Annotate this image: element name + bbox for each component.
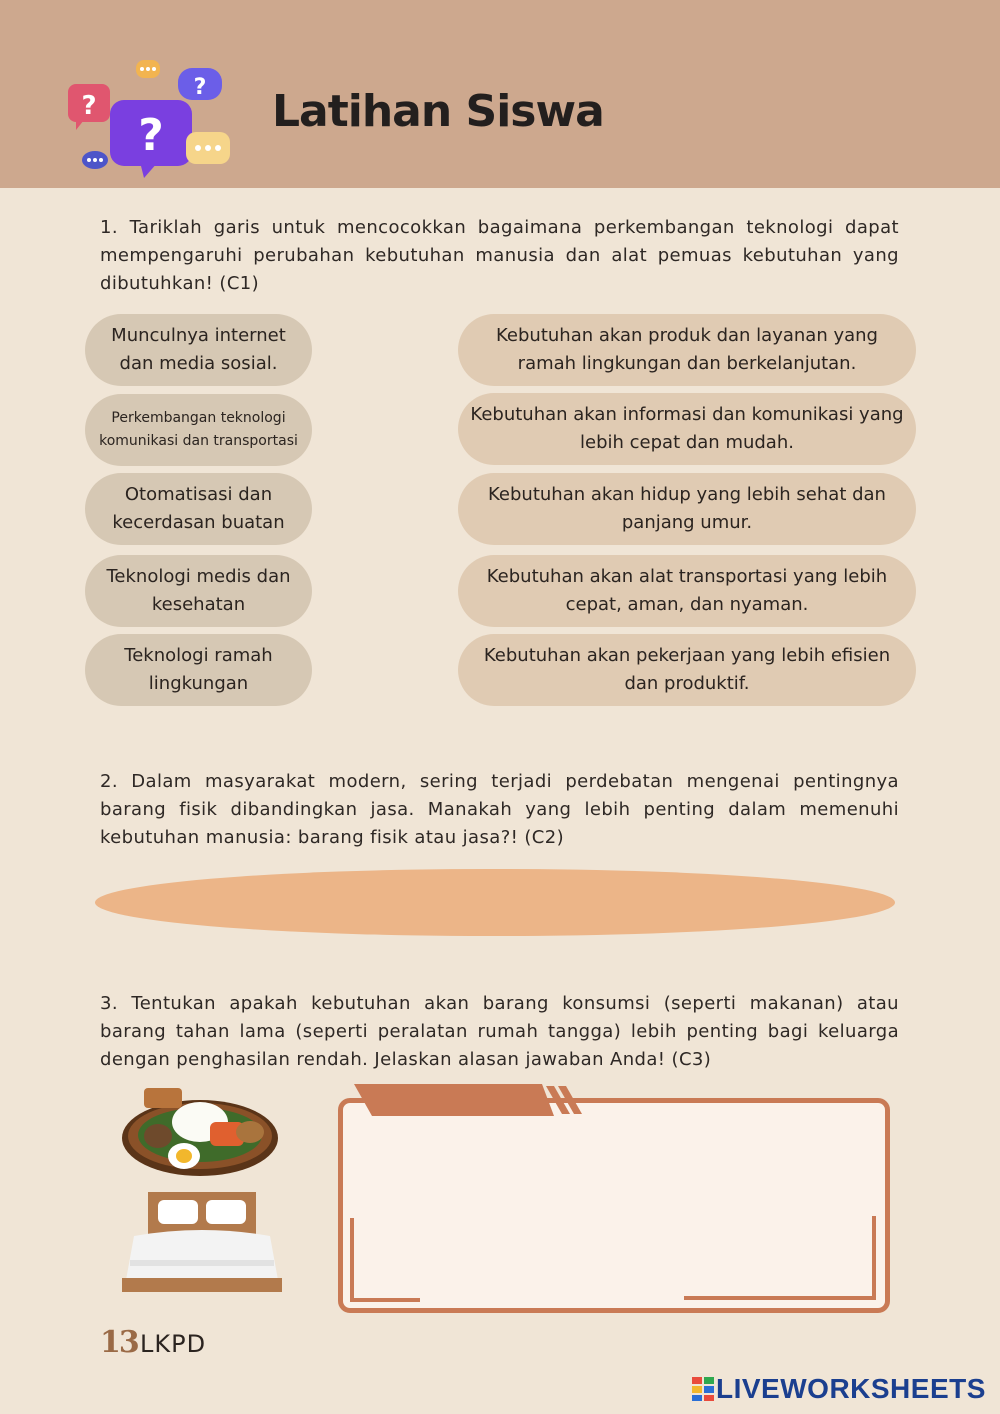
svg-text:?: ? — [81, 91, 97, 121]
left-match-item[interactable]: Munculnya internet dan media sosial. — [85, 314, 312, 386]
liveworksheets-logo-icon — [692, 1377, 714, 1401]
bed-icon — [118, 1190, 286, 1300]
right-match-item[interactable]: Kebutuhan akan hidup yang lebih sehat dan panjang umur. — [458, 473, 916, 545]
right-match-item[interactable]: Kebutuhan akan alat transportasi yang lebih cepat, aman, dan nyaman. — [458, 555, 916, 627]
question-2-text: 2. Dalam masyarakat modern, sering terjadi perdebatan mengenai pentingnya barang fisik dibandingkan jasa. Manakah yang lebih penting dalam memenuhi kebutuhan manusia: barang fisik atau jasa?! (C2) — [100, 771, 899, 848]
left-match-item[interactable]: Otomatisasi dan kecerdasan buatan — [85, 473, 312, 545]
brand-watermark: LIVEWORKSHEETS — [716, 1373, 986, 1404]
left-match-item[interactable]: Perkembangan teknologi komunikasi dan transportasi — [85, 394, 312, 466]
food-plate-icon — [118, 1080, 283, 1180]
right-match-item[interactable]: Kebutuhan akan produk dan layanan yang ramah lingkungan dan berkelanjutan. — [458, 314, 916, 386]
page-label: LKPD — [140, 1330, 207, 1358]
question-bubbles-icon — [62, 56, 242, 180]
right-match-item[interactable]: Kebutuhan akan informasi dan komunikasi yang lebih cepat dan mudah. — [458, 393, 916, 465]
svg-text:?: ? — [138, 110, 164, 161]
question-1-text: 1. Tariklah garis untuk mencocokkan bagaimana perkembangan teknologi dapat mempengaruhi perubahan kebutuhan manusia dan alat pemuas kebutuhan yang dibutuhkan! (C1) — [100, 217, 899, 294]
page-title: Latihan Siswa — [272, 86, 604, 137]
answer-box-decoration — [336, 1080, 896, 1320]
svg-text:?: ? — [193, 75, 207, 100]
left-match-item[interactable]: Teknologi ramah lingkungan — [85, 634, 312, 706]
right-match-item[interactable]: Kebutuhan akan pekerjaan yang lebih efisien dan produktif. — [458, 634, 916, 706]
question-3-text: 3. Tentukan apakah kebutuhan akan barang konsumsi (seperti makanan) atau barang tahan lama (seperti peralatan rumah tangga) lebih penting bagi keluarga dengan penghasilan rendah. Jelaskan alasan jawaban Anda! (C3) — [100, 993, 899, 1070]
left-match-item[interactable]: Teknologi medis dan kesehatan — [85, 555, 312, 627]
question-2-answer-input[interactable] — [95, 869, 895, 936]
page-number: 13 — [100, 1325, 138, 1360]
